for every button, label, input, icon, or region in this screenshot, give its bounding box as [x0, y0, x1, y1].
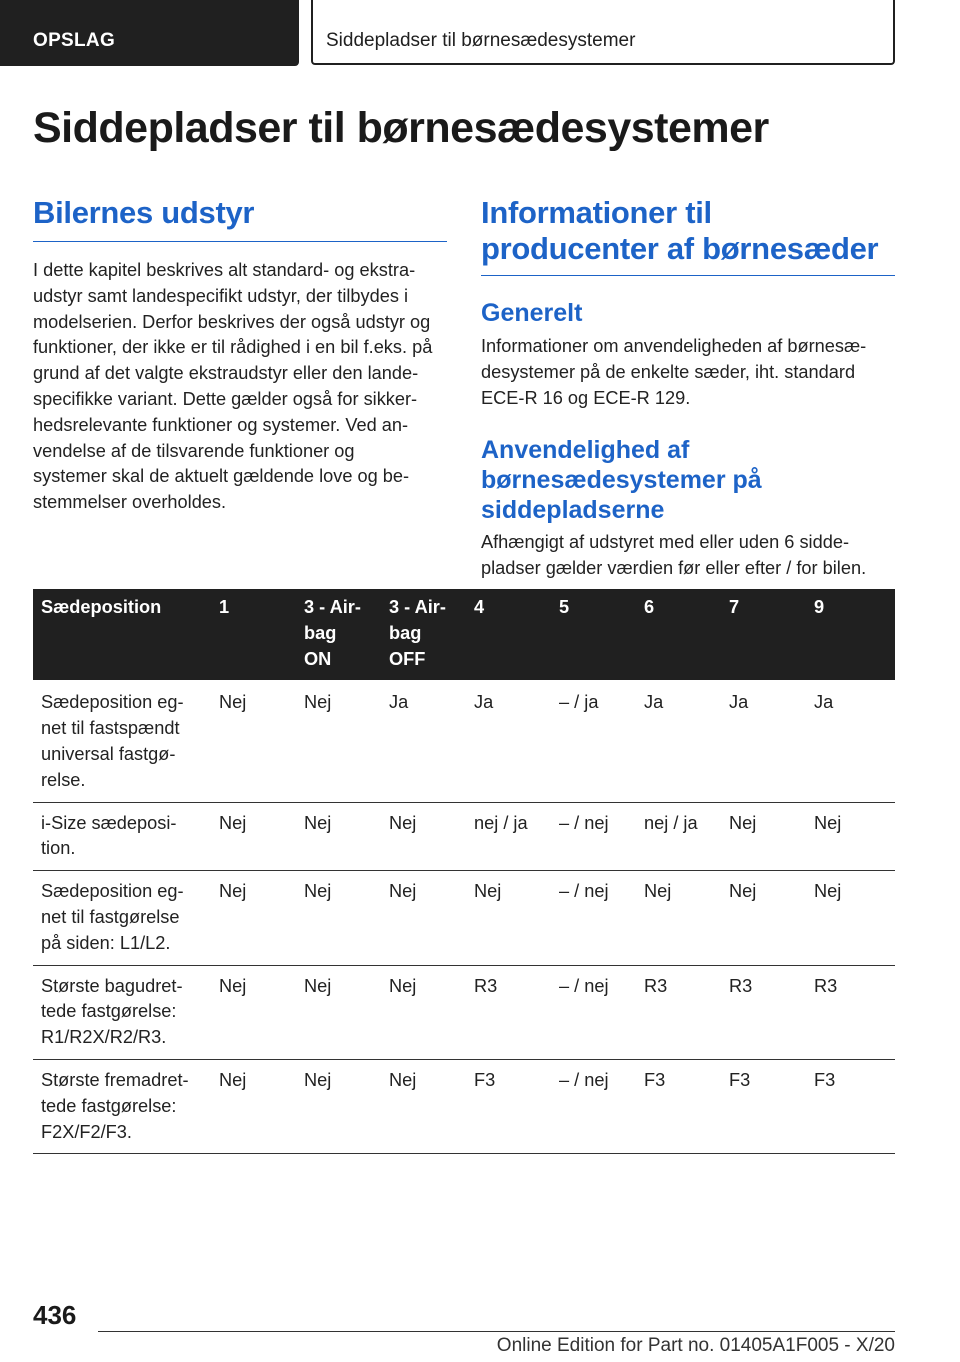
left-heading: Bilernes udstyr: [33, 195, 447, 242]
table-cell: – / nej: [551, 1059, 636, 1153]
header-chapter-tab: [311, 0, 895, 65]
table-cell: Nej: [296, 871, 381, 965]
table-cell: F3: [806, 1059, 895, 1153]
footer-divider: [98, 1331, 895, 1332]
generelt-body-text: Informationer om anvendeligheden af børnesæ- desystemer på de enkelte sæder, iht. standard ECE-R 16 og ECE-R 129.: [481, 336, 867, 408]
table-cell: Nej: [806, 871, 895, 965]
table-cell: R3: [721, 965, 806, 1059]
table-cell: Nej: [466, 871, 551, 965]
table-cell: R3: [636, 965, 721, 1059]
table-cell: Ja: [721, 680, 806, 802]
seat-position-table: [33, 589, 895, 1154]
table-header-cell: 3 - Air- bag ON: [296, 589, 381, 680]
page-title: Siddepladser til børnesædesystemer: [33, 104, 769, 152]
table-cell: nej / ja: [636, 802, 721, 871]
table-cell: F3: [466, 1059, 551, 1153]
table-header-cell: 4: [466, 589, 551, 680]
table-cell: Sædeposition eg- net til fastgørelse på siden: L1/L2.: [33, 871, 211, 965]
table-cell: Sædeposition eg- net til fastspændt universal fastgø- relse.: [33, 680, 211, 802]
table-cell: Nej: [211, 802, 296, 871]
table-header-cell: 7: [721, 589, 806, 680]
table-cell: Nej: [806, 802, 895, 871]
table-header-cell: 3 - Air- bag OFF: [381, 589, 466, 680]
table-cell: Største fremadret- tede fastgørelse: F2X/F2/F3.: [33, 1059, 211, 1153]
page-number: 436: [33, 1300, 77, 1330]
table-cell: R3: [466, 965, 551, 1059]
table-row: [33, 1059, 895, 1153]
table-row: [33, 802, 895, 871]
right-heading: Informationer til producenter af børnesæder: [481, 195, 895, 276]
table-cell: Nej: [381, 1059, 466, 1153]
table-row: [33, 965, 895, 1059]
table-cell: Nej: [721, 802, 806, 871]
header-section-tab: [0, 0, 299, 66]
table-cell: Nej: [381, 871, 466, 965]
table-cell: Ja: [466, 680, 551, 802]
table-cell: F3: [721, 1059, 806, 1153]
table-header-cell: Sædeposition: [33, 589, 211, 680]
table-cell: Nej: [296, 965, 381, 1059]
table-cell: Nej: [721, 871, 806, 965]
table-row: [33, 680, 895, 802]
table-cell: Nej: [381, 802, 466, 871]
table-cell: i-Size sædeposi- tion.: [33, 802, 211, 871]
table-cell: Nej: [296, 802, 381, 871]
table-cell: – / ja: [551, 680, 636, 802]
table-header-cell: 1: [211, 589, 296, 680]
generelt-heading: Generelt: [481, 299, 583, 327]
header-chapter-label: Siddepladser til børnesædesystemer: [326, 30, 636, 51]
table-cell: F3: [636, 1059, 721, 1153]
table-cell: Nej: [296, 1059, 381, 1153]
table-cell: Nej: [211, 1059, 296, 1153]
table-cell: – / nej: [551, 871, 636, 965]
table-cell: nej / ja: [466, 802, 551, 871]
table-cell: Største bagudret- tede fastgørelse: R1/R2X/R2/R3.: [33, 965, 211, 1059]
table-cell: Nej: [211, 680, 296, 802]
table-cell: R3: [806, 965, 895, 1059]
table-cell: Nej: [636, 871, 721, 965]
table-cell: Nej: [211, 871, 296, 965]
table-header-cell: 6: [636, 589, 721, 680]
table-cell: Ja: [806, 680, 895, 802]
left-body-text: I dette kapitel beskrives alt standard- og ekstra- udstyr samt landespecifikt udstyr, der tilbydes i modelserien. Derfor beskrives der også udstyr og funktioner, der ikke er til rådighed i en bil f.eks. på grund af det valgte ekstraudstyr eller den lande- specifikke variant. Dette gælder også for sikker- hedsrelevante funktioner og systemer. Ved an- vendelse af de tilsvarende funktioner og systemer skal de aktuelt gældende love og be- stemmelser overholdes.: [33, 260, 433, 513]
table-cell: – / nej: [551, 802, 636, 871]
table-header-row: [33, 589, 895, 680]
table-cell: Nej: [296, 680, 381, 802]
table-cell: Ja: [381, 680, 466, 802]
anvendelighed-heading: Anvendelighed af børnesædesystemer på siddepladserne: [481, 436, 762, 524]
footer-edition-text: Online Edition for Part no. 01405A1F005 - X/20: [496, 1335, 895, 1356]
anvendelighed-body-text: Afhængigt af udstyret med eller uden 6 sidde- pladser gælder værdien før eller efter / for bilen.: [481, 532, 867, 578]
header-section-label: OPSLAG: [33, 30, 116, 51]
table-header-cell: 9: [806, 589, 895, 680]
table-header-cell: 5: [551, 589, 636, 680]
table-cell: Nej: [381, 965, 466, 1059]
table-row: [33, 871, 895, 965]
table-cell: – / nej: [551, 965, 636, 1059]
table-cell: Nej: [211, 965, 296, 1059]
table-cell: Ja: [636, 680, 721, 802]
